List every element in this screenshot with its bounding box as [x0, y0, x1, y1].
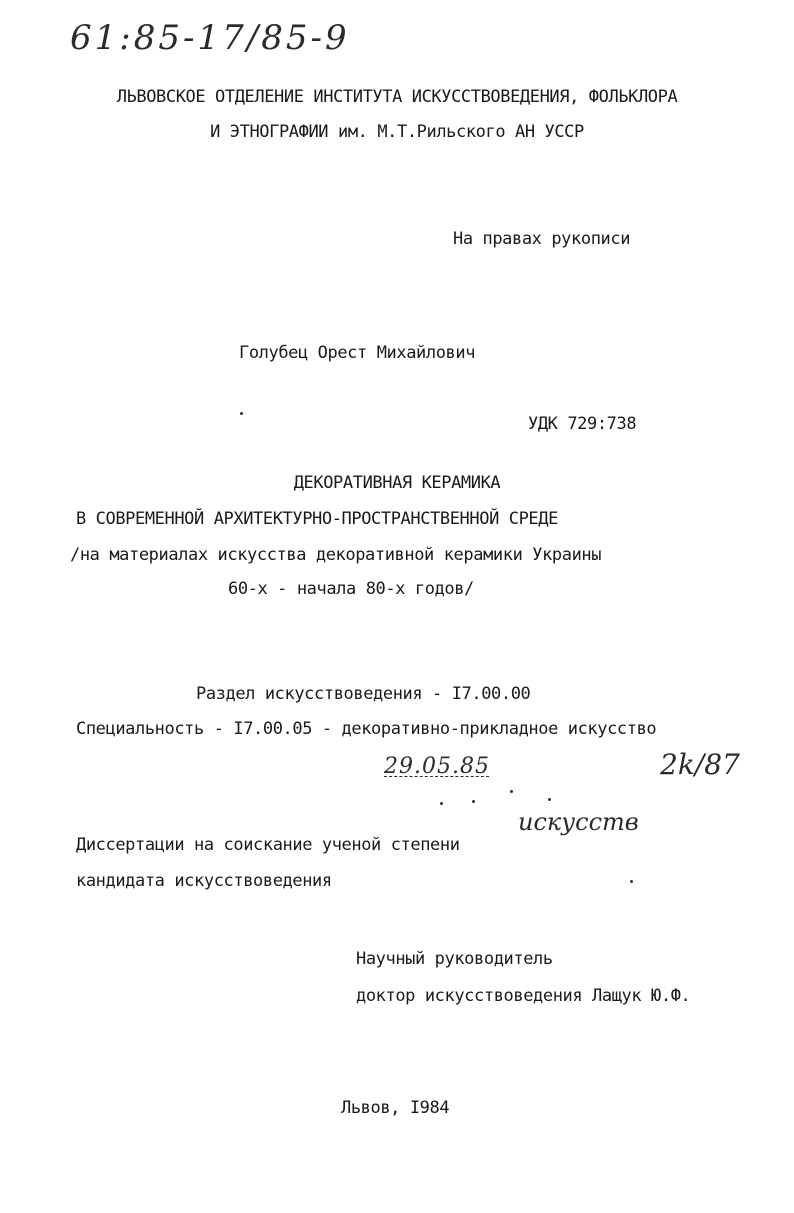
title-line-4: 60-х - начала 80-х годов/ [228, 579, 474, 599]
handwritten-catalog-number: 61:85-17/85-9 [70, 18, 350, 58]
paper-speck [240, 412, 243, 415]
degree-line-1: Диссертации на соискание ученой степени [76, 835, 460, 855]
specialty-code: Специальность - I7.00.05 - декоративно-прикладное искусство [76, 719, 657, 739]
handwritten-number-stamp: 2k/87 [660, 748, 740, 781]
supervisor-name: доктор искусствоведения Лащук Ю.Ф. [356, 986, 691, 1006]
handwritten-stamp-word: искусств [518, 808, 639, 836]
stamp-speck [440, 802, 443, 805]
title-line-1: ДЕКОРАТИВНАЯ КЕРАМИКА [293, 473, 501, 493]
stamp-speck [472, 800, 475, 803]
udc-code: УДК 729:738 [528, 414, 637, 434]
section-code: Раздел искусствоведения - I7.00.00 [196, 684, 531, 704]
stamp-speck [630, 880, 633, 883]
author-name: Голубец Орест Михайлович [239, 343, 476, 363]
title-line-3: /на материалах искусства декоративной керамики Украины [70, 545, 602, 565]
institution-line-2: И ЭТНОГРАФИИ им. М.Т.Рильского АН УССР [210, 122, 584, 142]
institution-line-1: ЛЬВОВСКОЕ ОТДЕЛЕНИЕ ИНСТИТУТА ИСКУССТВОВЕДЕНИЯ, ФОЛЬКЛОРА [116, 87, 678, 107]
place-year: Львов, I984 [341, 1098, 450, 1118]
degree-line-2: кандидата искусствоведения [76, 871, 332, 891]
handwritten-date-stamp: 29.05.85 [384, 754, 490, 779]
stamp-speck [510, 790, 513, 793]
stamp-speck [548, 798, 551, 801]
title-line-2: В СОВРЕМЕННОЙ АРХИТЕКТУРНО-ПРОСТРАНСТВЕННОЙ СРЕДЕ [76, 509, 558, 529]
supervisor-label: Научный руководитель [356, 949, 553, 969]
rights-note: На правах рукописи [453, 229, 631, 249]
